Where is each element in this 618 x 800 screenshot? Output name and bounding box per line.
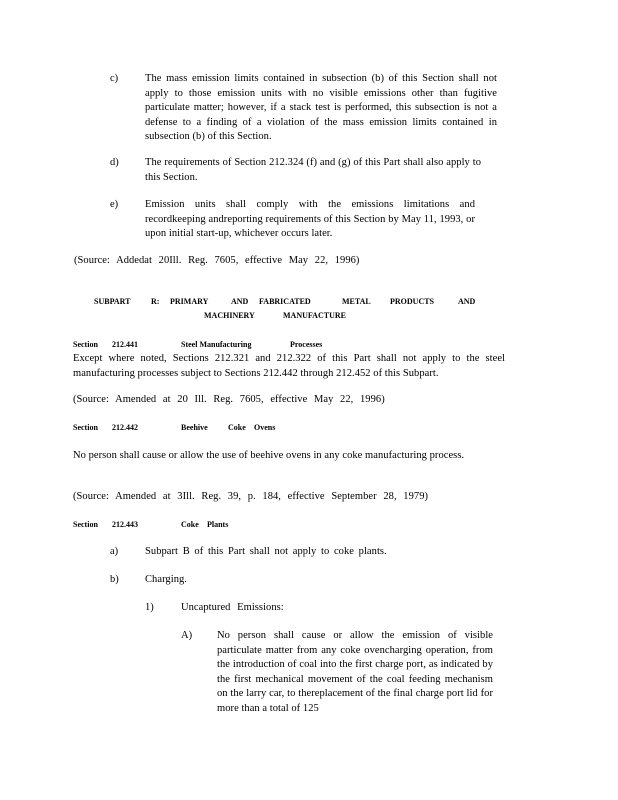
- item-text-c: The mass emission limits contained in subsection (b) of this Section shall not apply to those emission units with no visible emissions other than fugitive particulate matter; however, if a stack test is performed, this subsection is not a defense to a finding of a violation of the mass emission limits contained in subsection (b) of this Section.: [145, 73, 497, 142]
- subpart-letter: R:: [151, 297, 160, 306]
- item-text-b: Charging.: [145, 574, 187, 585]
- item-text-a: Subpart B of this Part shall not apply to coke plants.: [145, 546, 387, 557]
- source-note: (Source: Addedat 20Ill. Reg. 7605, effective May 22, 1996): [74, 255, 360, 266]
- subpart-word: SUBPART: [94, 297, 131, 306]
- item-text-d: The requirements of Section 212.324 (f) and (g) of this Part shall also apply to this Section.: [145, 157, 481, 183]
- section-title: Plants: [207, 520, 229, 529]
- subpart-title-word: AND: [231, 297, 249, 306]
- section-label: Section: [73, 423, 98, 432]
- source-note: (Source: Amended at 3Ill. Reg. 39, p. 184, effective September 28, 1979): [73, 491, 429, 502]
- subpart-title-word: FABRICATED: [259, 297, 311, 306]
- item-label-b: b): [110, 574, 119, 585]
- section-number: 212.441: [112, 340, 138, 349]
- section-title: Steel Manufacturing: [181, 340, 252, 349]
- item-label-A: A): [181, 630, 193, 641]
- section-number: 212.443: [112, 520, 138, 529]
- item-label-e: e): [110, 199, 119, 210]
- item-label-c: c): [110, 73, 119, 84]
- item-text-A: No person shall cause or allow the emission of visible particulate matter from any coke ovencharging operation, from the introduction of coal into the first charge port, as indicated by the first mechanical movement of the coal feeding mechanism on the larry car, to thereplacement of the final charge port lid for more than a total of 125: [217, 630, 493, 714]
- subpart-title-word: MANUFACTURE: [283, 311, 346, 320]
- section-title: Beehive: [181, 423, 208, 432]
- section-title: Processes: [290, 340, 323, 349]
- subpart-title-word: METAL: [342, 297, 371, 306]
- section-title: Coke: [228, 423, 246, 432]
- section-label: Section: [73, 520, 98, 529]
- item-label-1: 1): [145, 602, 154, 613]
- subpart-title-word: PRIMARY: [170, 297, 209, 306]
- subpart-title-word: AND: [458, 297, 476, 306]
- section-number: 212.442: [112, 423, 138, 432]
- item-text-1: Uncaptured Emissions:: [181, 602, 284, 613]
- section-body: No person shall cause or allow the use of beehive ovens in any coke manufacturing process.: [73, 450, 465, 461]
- section-title: Ovens: [254, 423, 276, 432]
- subpart-title-word: MACHINERY: [204, 311, 255, 320]
- item-label-a: a): [110, 546, 119, 557]
- source-note: (Source: Amended at 20 Ill. Reg. 7605, effective May 22, 1996): [73, 394, 385, 405]
- item-text-e: Emission units shall comply with the emissions limitations and recordkeeping andreporting requirements of this Section by May 11, 1993, or upon initial start-up, whichever occurs later.: [145, 199, 475, 239]
- section-label: Section: [73, 340, 98, 349]
- section-title: Coke: [181, 520, 199, 529]
- subpart-title-word: PRODUCTS: [390, 297, 435, 306]
- section-body: Except where noted, Sections 212.321 and 212.322 of this Part shall not apply to the steel manufacturing processes subject to Sections 212.442 through 212.452 of this Subpart.: [73, 353, 505, 379]
- item-label-d: d): [110, 157, 119, 168]
